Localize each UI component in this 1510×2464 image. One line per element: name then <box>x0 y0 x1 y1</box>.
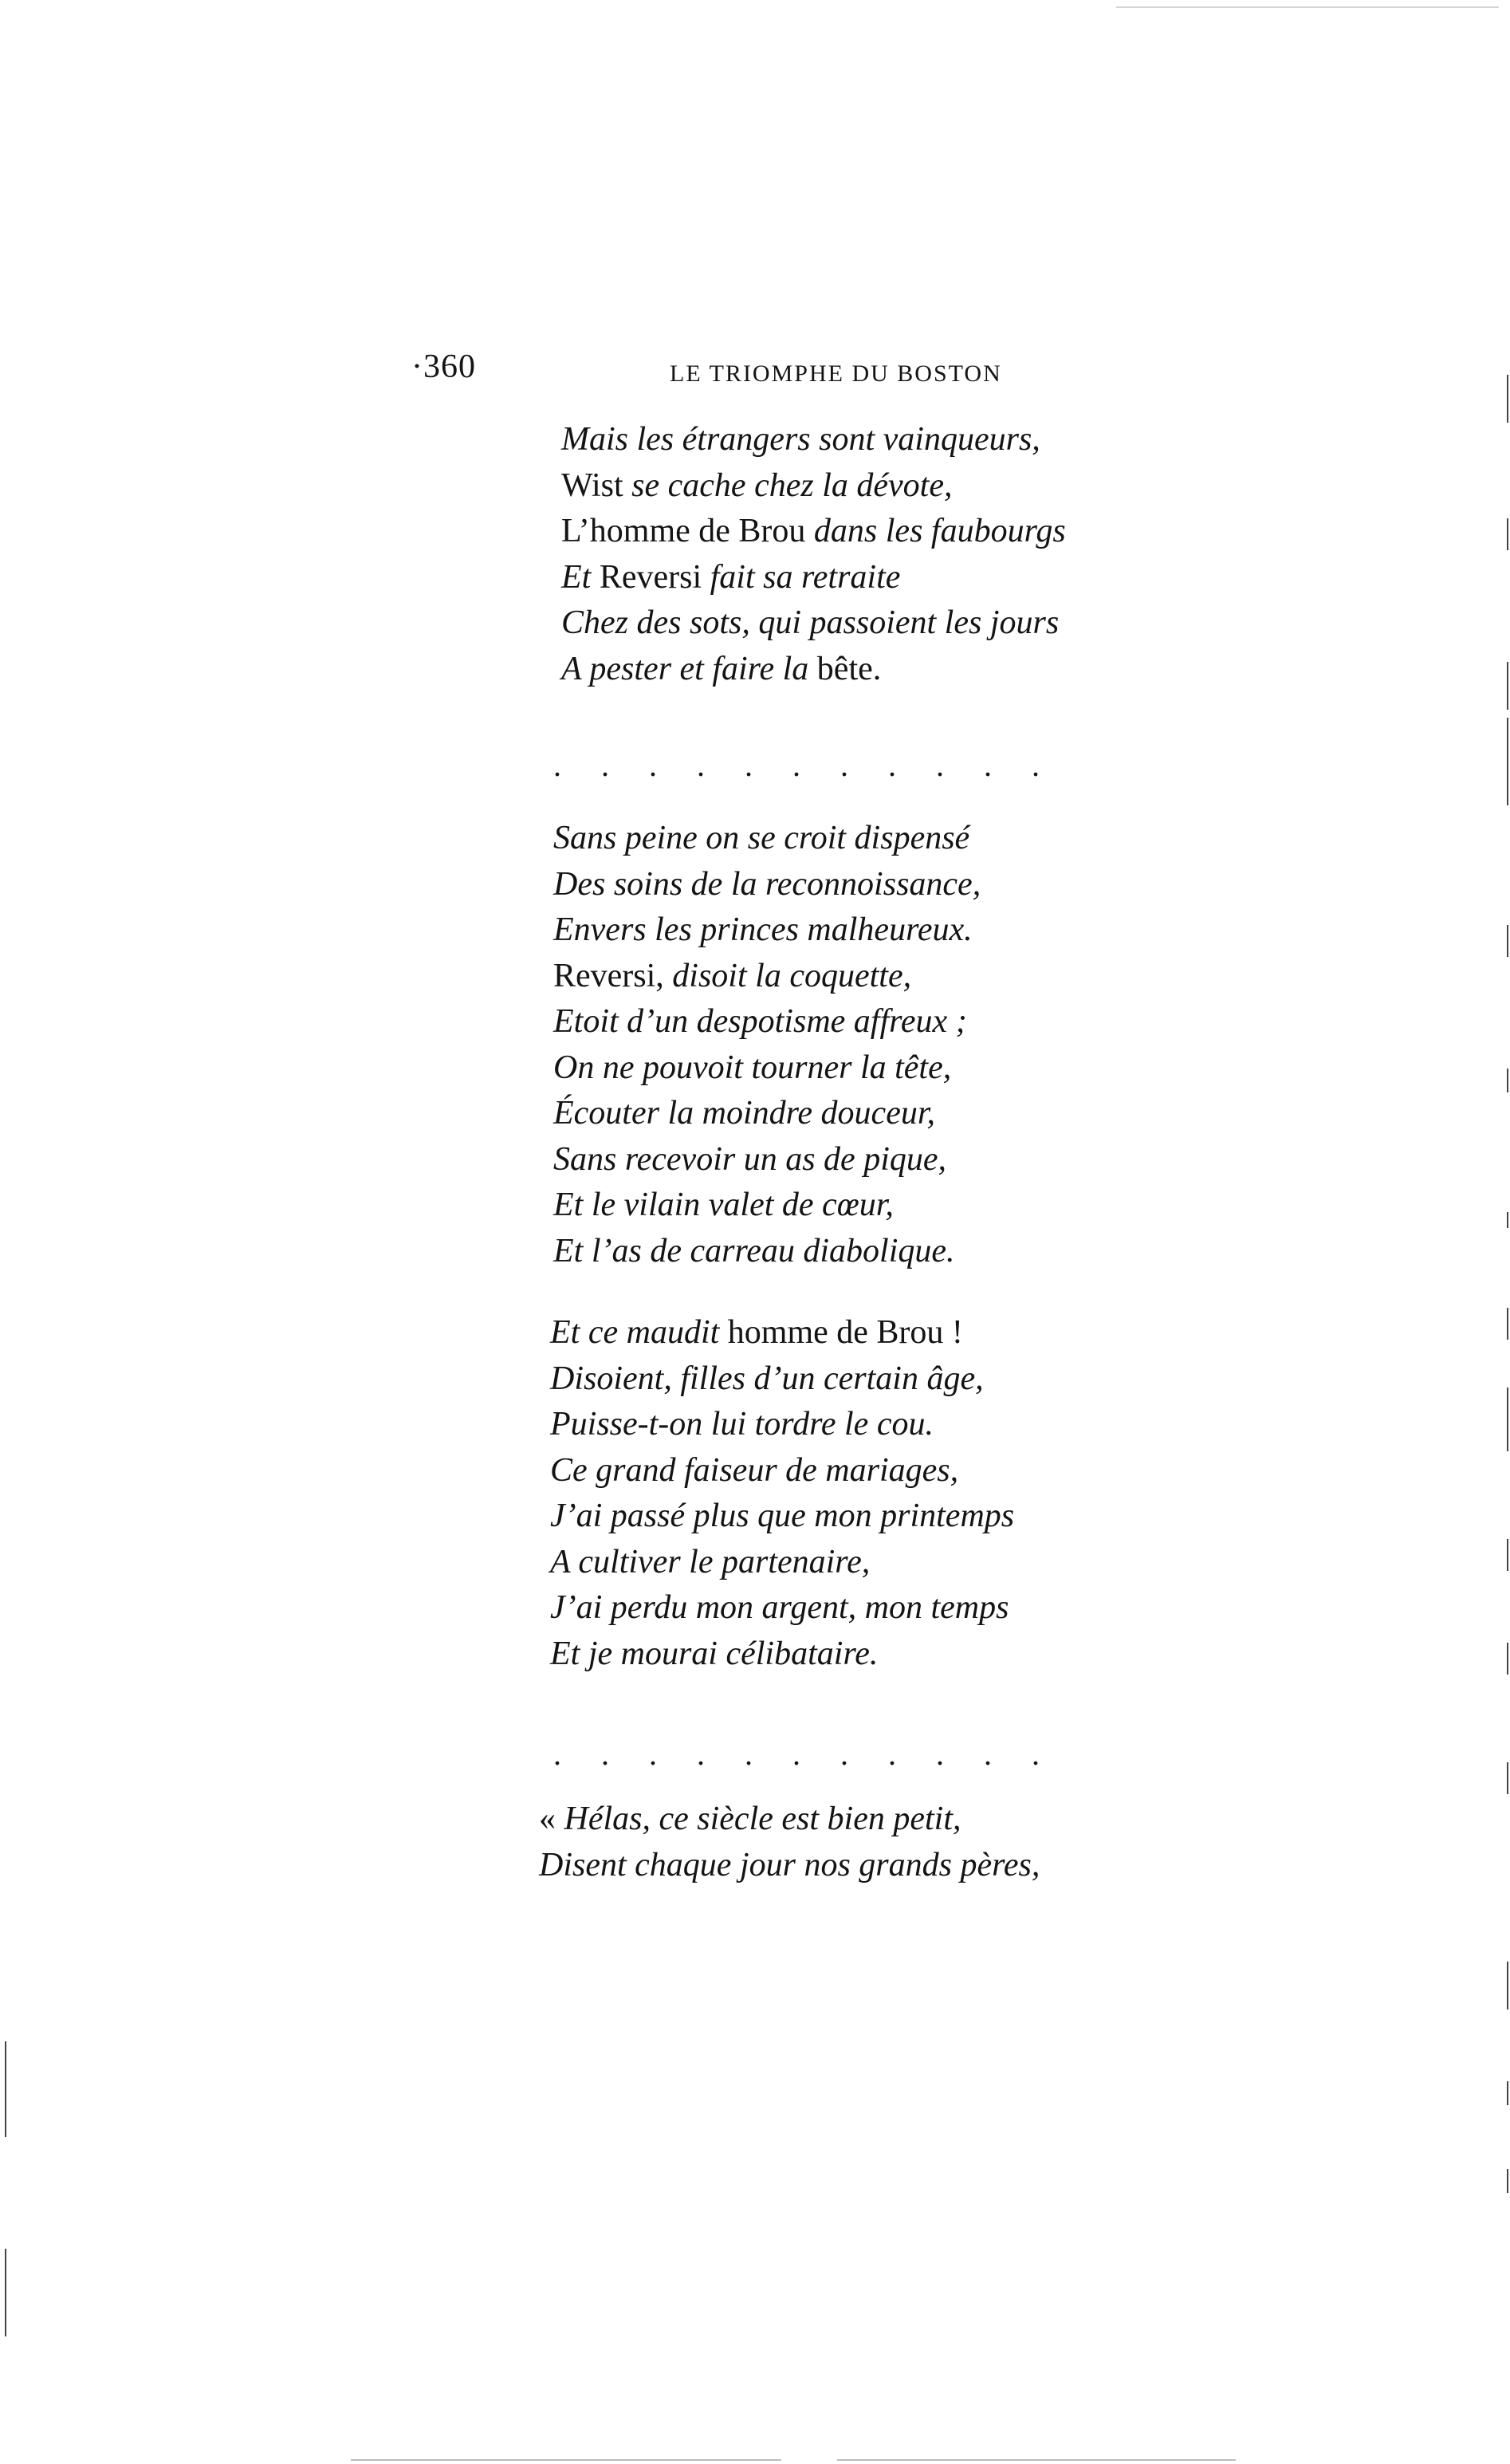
verse-line <box>553 1234 955 1268</box>
scan-edge-mark <box>1507 1212 1508 1228</box>
verse-line <box>539 1802 961 1836</box>
ellipsis-separator: . . . . . . . . . . . <box>553 747 1040 783</box>
verse-text: Disent chaque jour nos grands pères, <box>539 1846 1040 1883</box>
scan-edge-mark <box>1507 718 1508 805</box>
verse-text: L’homme de Brou <box>561 513 814 549</box>
verse-text: Et le vilain valet de cœur, <box>553 1187 894 1223</box>
verse-text: On ne pouvoit tourner la tête, <box>553 1049 952 1086</box>
verse-line <box>561 466 953 504</box>
verse-text: fait sa retraite <box>710 558 901 596</box>
verse-line <box>550 1591 1009 1624</box>
scan-edge-mark <box>1507 2081 1508 2105</box>
verse-line <box>550 1499 1014 1533</box>
scan-edge-mark <box>1507 2169 1508 2193</box>
verse-text: A cultiver le partenaire, <box>550 1543 871 1580</box>
verse-line <box>561 514 1066 548</box>
scan-bottom-line <box>351 2459 781 2461</box>
verse-text: dans les faubourgs <box>813 513 1066 549</box>
verse-text: disoit la coquette, <box>672 957 912 994</box>
verse-text: J’ai passé plus que mon printemps <box>550 1498 1015 1534</box>
verse-line <box>550 1637 878 1671</box>
scan-edge-mark <box>1507 925 1508 957</box>
scan-edge-mark <box>5 2249 6 2336</box>
verse-line <box>550 1407 934 1441</box>
verse-text: homme de Brou ! <box>727 1314 963 1351</box>
verse-line <box>550 1545 870 1579</box>
scan-edge-mark <box>1507 1539 1508 1571</box>
scan-bottom-line <box>837 2459 1236 2461</box>
verse-text: « <box>539 1801 564 1837</box>
verse-text: Etoit d’un despotisme affreux ; <box>553 1003 967 1040</box>
scan-edge-mark <box>1507 1962 1508 2009</box>
verse-text: Chez des sots, qui passoient les jours <box>561 604 1060 641</box>
verse-line <box>561 606 1059 640</box>
verse-line <box>553 1140 947 1178</box>
scan-edge-mark <box>1507 1387 1508 1451</box>
scan-edge-mark <box>1507 518 1508 550</box>
verse-text: se cache chez la dévote, <box>631 466 953 504</box>
verse-text: J’ai perdu mon argent, mon temps <box>550 1589 1009 1626</box>
verse-line <box>553 821 969 855</box>
verse-text: bête. <box>816 650 882 687</box>
verse-line <box>553 865 981 903</box>
verse-line <box>561 423 1040 456</box>
verse-text: A pester et faire la <box>561 650 817 687</box>
page-number: ·360 <box>411 348 476 385</box>
verse-text: Écouter la moindre douceur, <box>553 1095 936 1132</box>
verse-line <box>553 913 973 947</box>
verse-text: Ce grand faiseur de mariages, <box>550 1451 959 1489</box>
verse-line <box>553 1188 894 1222</box>
verse-text: Et <box>561 558 600 596</box>
verse-line <box>539 1848 1040 1882</box>
scan-edge-mark <box>1507 1762 1508 1794</box>
scan-top-line <box>1116 6 1499 8</box>
verse-text: Et l’as de carreau diabolique. <box>553 1232 955 1269</box>
verse-line <box>553 1096 935 1130</box>
verse-line <box>550 1451 959 1489</box>
verse-text: Des soins de la reconnoissance, <box>553 865 981 903</box>
scan-edge-mark <box>5 2041 6 2137</box>
verse-line <box>550 1362 984 1395</box>
ellipsis-separator: . . . . . . . . . . . <box>553 1736 1040 1772</box>
verse-text: Sans peine on se croit dispensé <box>553 820 970 856</box>
verse-text: Envers les princes malheureux. <box>553 911 973 948</box>
running-head: LE TRIOMPHE DU BOSTON <box>670 360 1002 387</box>
verse-line <box>553 959 911 993</box>
verse-line <box>553 1051 951 1084</box>
verse-text: Et je mourai célibataire. <box>550 1635 879 1672</box>
scan-edge-mark <box>1507 662 1508 710</box>
verse-text: Sans recevoir un as de pique, <box>553 1140 947 1178</box>
verse-text: Wist <box>561 466 632 504</box>
scan-edge-mark <box>1507 1308 1508 1340</box>
verse-line <box>561 652 881 686</box>
scan-edge-mark <box>1507 1643 1508 1675</box>
verse-text: Hélas, ce siècle est bien petit, <box>564 1801 961 1837</box>
verse-text: Mais les étrangers sont vainqueurs, <box>561 421 1040 458</box>
verse-text: Puisse-t-on lui tordre le cou. <box>550 1406 934 1443</box>
verse-line <box>550 1316 963 1349</box>
verse-line <box>561 558 901 596</box>
verse-text: Et ce maudit <box>550 1314 728 1351</box>
verse-text: Disoient, filles d’un certain âge, <box>550 1360 984 1397</box>
scan-edge-mark <box>1507 375 1508 423</box>
verse-line <box>553 1005 967 1038</box>
verse-text: Reversi, <box>553 957 673 994</box>
verse-text: Reversi <box>599 558 710 596</box>
scan-edge-mark <box>1507 1069 1508 1092</box>
